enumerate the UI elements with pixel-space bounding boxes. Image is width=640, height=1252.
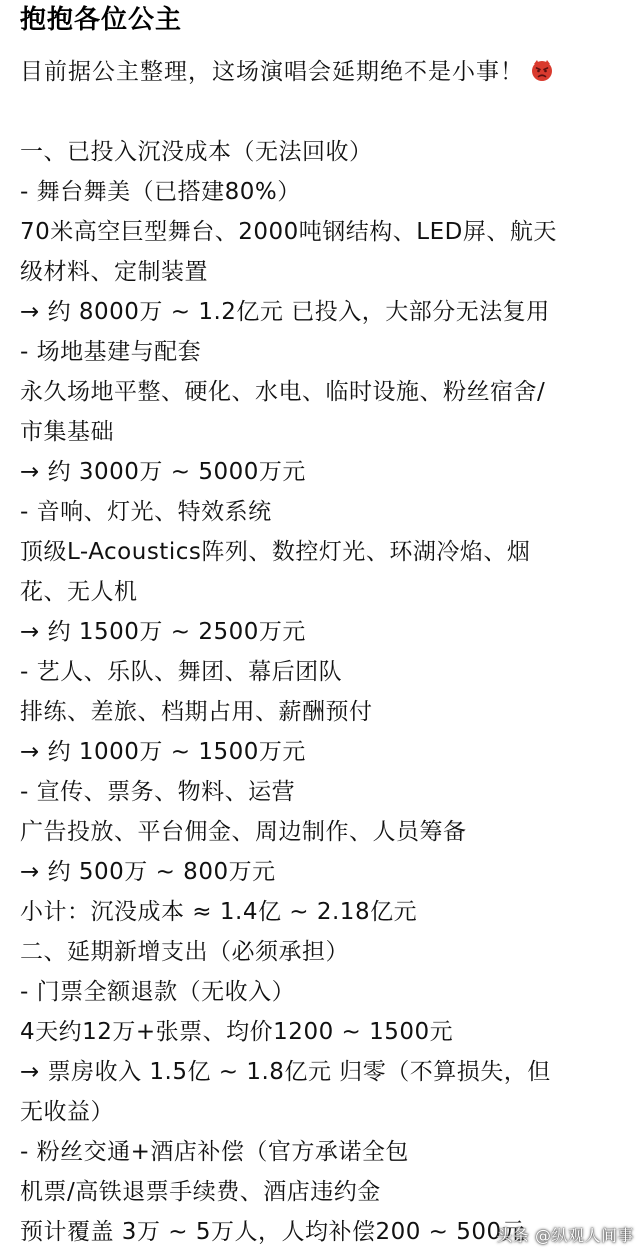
body-line: - 宣传、票务、物料、运营 — [20, 779, 296, 805]
body-line: 永久场地平整、硬化、水电、临时设施、粉丝宿舍/ — [20, 379, 546, 405]
body-line: 级材料、定制装置 — [20, 259, 208, 285]
body-line: 4天约12万+张票、均价1200 ~ 1500元 — [20, 1019, 454, 1045]
body-line: - 门票全额退款（无收入） — [20, 979, 296, 1005]
body-line: 顶级L-Acoustics阵列、数控灯光、环湖冷焰、烟 — [20, 539, 531, 565]
body-line: - 音响、灯光、特效系统 — [20, 499, 272, 525]
body-line: 70米高空巨型舞台、2000吨钢结构、LED屏、航天 — [20, 219, 557, 245]
post-title: 抱抱各位公主 — [20, 5, 183, 35]
body-line: 排练、差旅、档期占用、薪酬预付 — [20, 699, 373, 725]
body-line: 花、无人机 — [20, 579, 138, 605]
post-intro — [20, 52, 632, 92]
body-line: - 艺人、乐队、舞团、幕后团队 — [20, 659, 343, 685]
body-line: → 约 3000万 ~ 5000万元 — [20, 459, 306, 485]
body-line: - 粉丝交通+酒店补偿（官方承诺全包 — [20, 1139, 409, 1165]
post-body — [20, 132, 632, 1252]
body-line: 二、延期新增支出（必须承担） — [20, 939, 349, 965]
body-line: → 约 1500万 ~ 2500万元 — [20, 619, 306, 645]
body-line: 一、已投入沉没成本（无法回收） — [20, 139, 373, 165]
body-line: - 场地基建与配套 — [20, 339, 202, 365]
body-line: → 约 1000万 ~ 1500万元 — [20, 739, 306, 765]
body-line: 小计：沉没成本 ≈ 1.4亿 ~ 2.18亿元 — [20, 899, 418, 925]
body-line: → 票房收入 1.5亿 ~ 1.8亿元 归零（不算损失，但 — [20, 1059, 551, 1085]
angry-face-icon — [530, 55, 554, 79]
intro-text: 目前据公主整理，这场演唱会延期绝不是小事！ — [20, 59, 524, 85]
body-line: - 舞台舞美（已搭建80%） — [20, 179, 301, 205]
body-line: 机票/高铁退票手续费、酒店违约金 — [20, 1179, 381, 1205]
source-watermark: 头条 @纵观人间事 — [496, 1226, 634, 1245]
post-content — [20, 0, 632, 1252]
body-line: → 约 8000万 ~ 1.2亿元 已投入，大部分无法复用 — [20, 299, 550, 325]
body-line: → 约 500万 ~ 800万元 — [20, 859, 276, 885]
body-line: 广告投放、平台佣金、周边制作、人员筹备 — [20, 819, 467, 845]
body-line: 无收益） — [20, 1099, 114, 1125]
body-line: 预计覆盖 3万 ~ 5万人，人均补偿200 ~ 500元 — [20, 1219, 526, 1245]
body-line: 市集基础 — [20, 419, 114, 445]
